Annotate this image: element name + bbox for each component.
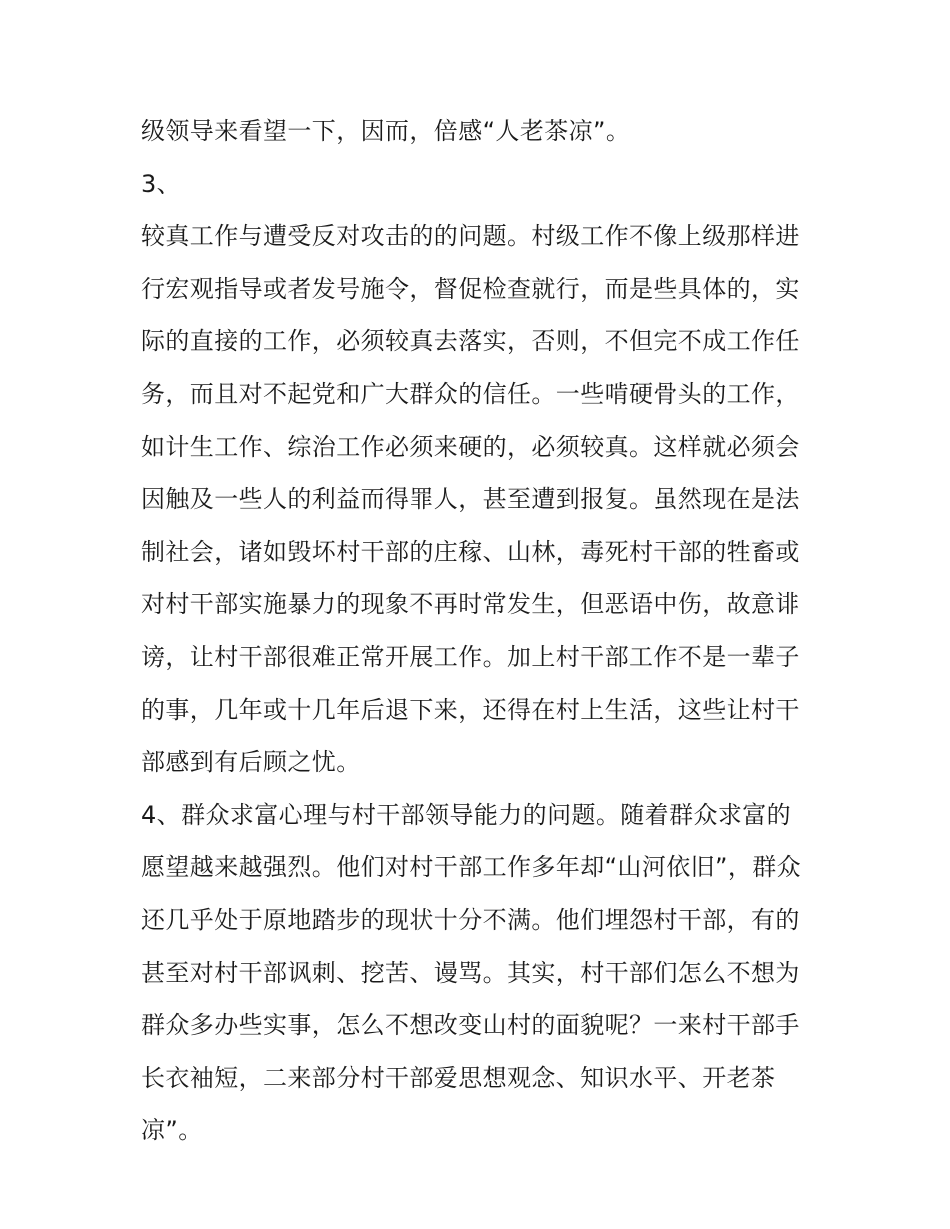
text-line: 部感到有后顾之忧。 — [141, 748, 361, 777]
text-line: 谤，让村干部很难正常开展工作。加上村干部工作不是一辈子 — [141, 642, 800, 671]
text-line: 务，而且对不起党和广大群众的信任。一些啃硬骨头的工作， — [141, 379, 800, 408]
text-line: 群众多办些实事，怎么不想改变山村的面貌呢？一来村干部手 — [141, 1011, 800, 1040]
text-line: 际的直接的工作，必须较真去落实，否则，不但完不成工作任 — [141, 327, 800, 356]
text-line: 行宏观指导或者发号施令，督促检查就行，而是些具体的，实 — [141, 274, 800, 303]
text-line: 长衣袖短，二来部分村干部爱思想观念、知识水平、开老茶 — [141, 1063, 776, 1092]
section-number-3: 3、 — [141, 169, 182, 198]
text-line: 还几乎处于原地踏步的现状十分不满。他们埋怨村干部，有的 — [141, 905, 800, 934]
text-line: 制社会，诸如毁坏村干部的庄稼、山林，毒死村干部的牲畜或 — [141, 537, 800, 566]
section-4-start-line: 4、群众求富心理与村干部领导能力的问题。随着群众求富的 — [141, 800, 792, 829]
text-line: 愿望越来越强烈。他们对村干部工作多年却“山河依旧”，群众 — [141, 853, 802, 882]
text-line: 级领导来看望一下，因而，倍感“人老茶凉”。 — [141, 117, 631, 145]
body-text — [141, 110, 821, 1162]
text-line: 的事，几年或十几年后退下来，还得在村上生活，这些让村干 — [141, 695, 800, 724]
text-line: 较真工作与遭受反对攻击的的问题。村级工作不像上级那样进 — [141, 222, 800, 251]
text-line: 因触及一些人的利益而得罪人，甚至遭到报复。虽然现在是法 — [141, 485, 800, 514]
text-line: 如计生工作、综治工作必须来硬的，必须较真。这样就必须会 — [141, 432, 800, 461]
text-line: 对村干部实施暴力的现象不再时常发生，但恶语中伤，故意诽 — [141, 590, 800, 619]
text-line: 凉”。 — [141, 1116, 203, 1145]
text-line: 甚至对村干部讽刺、挖苦、谩骂。其实，村干部们怎么不想为 — [141, 958, 800, 987]
